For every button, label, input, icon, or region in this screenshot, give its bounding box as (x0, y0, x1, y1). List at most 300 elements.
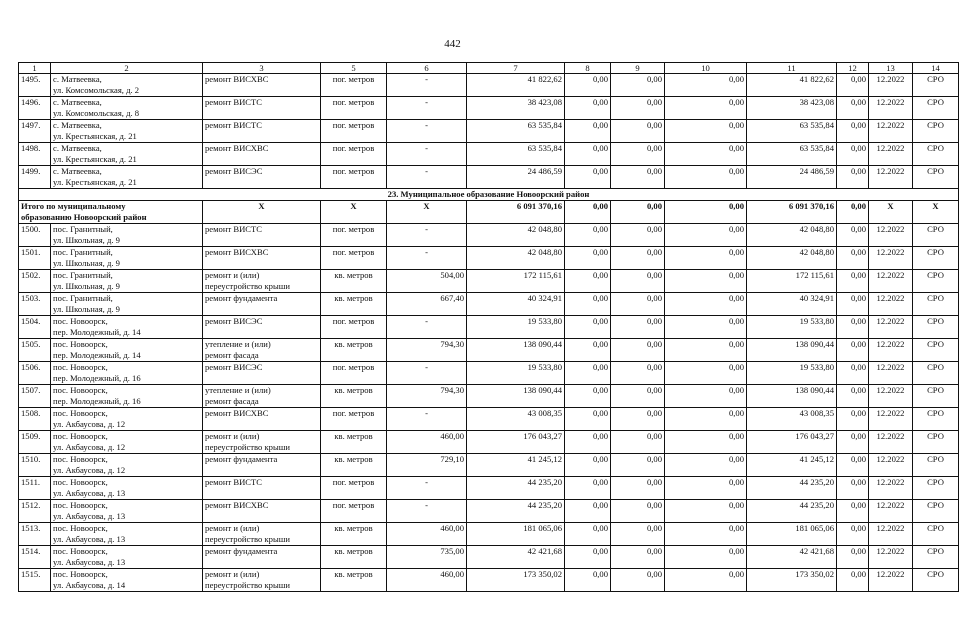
table-row (19, 431, 959, 454)
col9-cell: 0,00 (611, 74, 665, 97)
unit-cell: пог. метров (321, 143, 387, 166)
address-cell (51, 454, 203, 477)
address-cell-line1: пос. Новоорск, (53, 408, 108, 418)
address-cell (51, 477, 203, 500)
col12-cell: 0,00 (837, 224, 869, 247)
total-cost-cell: 38 423,08 (467, 97, 565, 120)
table-row (19, 247, 959, 270)
table-row (19, 120, 959, 143)
address-cell-line2: ул. Акбаусова, д. 14 (53, 580, 126, 590)
col10-cell: 0,00 (665, 74, 747, 97)
work-type-cell-line2: переустройство крыши (205, 442, 290, 452)
address-cell-line1: пос. Новоорск, (53, 546, 108, 556)
col9-cell: 0,00 (611, 362, 665, 385)
method-cell: СРО (913, 74, 959, 97)
area-cell: 460,00 (387, 431, 467, 454)
address-cell (51, 97, 203, 120)
work-type-cell-line2: переустройство крыши (205, 281, 290, 291)
total-col6: X (387, 201, 467, 224)
work-type-cell (203, 546, 321, 569)
row-number-cell: 1502. (19, 270, 51, 293)
col11-cell: 44 235,20 (747, 500, 837, 523)
col8-cell: 0,00 (565, 120, 611, 143)
total-col9: 0,00 (611, 201, 665, 224)
work-type-cell-line1: ремонт ВИСХВС (205, 143, 269, 153)
total-cost-cell: 44 235,20 (467, 477, 565, 500)
address-cell-line2: ул. Акбаусова, д. 12 (53, 442, 126, 452)
unit-cell: кв. метров (321, 293, 387, 316)
total-cost-cell: 19 533,80 (467, 316, 565, 339)
col10-cell: 0,00 (665, 120, 747, 143)
col9-cell: 0,00 (611, 97, 665, 120)
method-cell: СРО (913, 546, 959, 569)
address-cell-line1: пос. Гранитный, (53, 224, 113, 234)
work-type-cell (203, 523, 321, 546)
method-cell: СРО (913, 339, 959, 362)
method-cell: СРО (913, 408, 959, 431)
date-cell: 12.2022 (869, 431, 913, 454)
col9-cell: 0,00 (611, 293, 665, 316)
work-type-cell-line1: ремонт ВИСТС (205, 120, 263, 130)
address-cell-line2: ул. Школьная, д. 9 (53, 258, 120, 268)
column-number-cell: 8 (565, 63, 611, 74)
address-cell-line2: ул. Крестьянская, д. 21 (53, 131, 137, 141)
unit-cell: пог. метров (321, 74, 387, 97)
method-cell: СРО (913, 523, 959, 546)
col12-cell: 0,00 (837, 477, 869, 500)
column-number-cell: 14 (913, 63, 959, 74)
total-cost-cell: 176 043,27 (467, 431, 565, 454)
col8-cell: 0,00 (565, 477, 611, 500)
address-cell-line1: пос. Новоорск, (53, 431, 108, 441)
total-cost-cell: 44 235,20 (467, 500, 565, 523)
unit-cell: кв. метров (321, 270, 387, 293)
unit-cell: кв. метров (321, 546, 387, 569)
work-type-cell-line1: ремонт ВИСХВС (205, 247, 269, 257)
address-cell-line2: ул. Акбаусова, д. 13 (53, 557, 126, 567)
column-number-cell: 7 (467, 63, 565, 74)
row-number-cell: 1501. (19, 247, 51, 270)
work-type-cell-line1: ремонт ВИСЭС (205, 166, 263, 176)
area-cell: - (387, 362, 467, 385)
address-cell-line2: ул. Школьная, д. 9 (53, 304, 120, 314)
col9-cell: 0,00 (611, 270, 665, 293)
column-number-cell: 6 (387, 63, 467, 74)
address-cell-line1: пос. Новоорск, (53, 454, 108, 464)
address-cell-line2: ул. Крестьянская, д. 21 (53, 154, 137, 164)
address-cell-line2: пер. Молодежный, д. 14 (53, 350, 141, 360)
col11-cell: 42 421,68 (747, 546, 837, 569)
table-row (19, 74, 959, 97)
work-type-cell (203, 385, 321, 408)
area-cell: 735,00 (387, 546, 467, 569)
col11-cell: 63 535,84 (747, 143, 837, 166)
table-row (19, 569, 959, 592)
col10-cell: 0,00 (665, 293, 747, 316)
unit-cell: кв. метров (321, 431, 387, 454)
work-type-cell-line1: утепление и (или) (205, 385, 271, 395)
column-number-cell: 11 (747, 63, 837, 74)
col12-cell: 0,00 (837, 408, 869, 431)
total-cost-cell: 40 324,91 (467, 293, 565, 316)
address-cell-line2: ул. Акбаусова, д. 13 (53, 511, 126, 521)
unit-cell: пог. метров (321, 120, 387, 143)
area-cell: 667,40 (387, 293, 467, 316)
col9-cell: 0,00 (611, 316, 665, 339)
work-type-cell-line1: ремонт ВИСЭС (205, 362, 263, 372)
address-cell-line1: с. Матвеевка, (53, 166, 102, 176)
address-cell-line1: пос. Новоорск, (53, 477, 108, 487)
col9-cell: 0,00 (611, 120, 665, 143)
unit-cell: кв. метров (321, 523, 387, 546)
address-cell-line2: пер. Молодежный, д. 14 (53, 327, 141, 337)
area-cell: - (387, 500, 467, 523)
column-number-cell: 3 (203, 63, 321, 74)
table-row (19, 454, 959, 477)
date-cell: 12.2022 (869, 546, 913, 569)
table-row (19, 408, 959, 431)
col8-cell: 0,00 (565, 362, 611, 385)
work-type-cell-line2: ремонт фасада (205, 350, 259, 360)
row-number-cell: 1505. (19, 339, 51, 362)
table-row (19, 385, 959, 408)
col11-cell: 24 486,59 (747, 166, 837, 189)
col10-cell: 0,00 (665, 224, 747, 247)
address-cell-line1: пос. Гранитный, (53, 247, 113, 257)
work-type-cell (203, 500, 321, 523)
work-type-cell-line1: ремонт фундамента (205, 293, 278, 303)
date-cell: 12.2022 (869, 454, 913, 477)
total-col8: 0,00 (565, 201, 611, 224)
col10-cell: 0,00 (665, 270, 747, 293)
col11-cell: 19 533,80 (747, 362, 837, 385)
work-type-cell (203, 270, 321, 293)
section-header-row (19, 189, 959, 201)
col8-cell: 0,00 (565, 74, 611, 97)
area-cell: - (387, 247, 467, 270)
area-cell: - (387, 143, 467, 166)
row-number-cell: 1506. (19, 362, 51, 385)
address-cell (51, 247, 203, 270)
table-row (19, 477, 959, 500)
area-cell: 794,30 (387, 339, 467, 362)
method-cell: СРО (913, 454, 959, 477)
col9-cell: 0,00 (611, 500, 665, 523)
address-cell-line1: с. Матвеевка, (53, 143, 102, 153)
col11-cell: 172 115,61 (747, 270, 837, 293)
total-cost-cell: 173 350,02 (467, 569, 565, 592)
row-number-cell: 1498. (19, 143, 51, 166)
row-number-cell: 1497. (19, 120, 51, 143)
total-col12: 0,00 (837, 201, 869, 224)
unit-cell: кв. метров (321, 339, 387, 362)
table-row (19, 500, 959, 523)
col9-cell: 0,00 (611, 477, 665, 500)
address-cell (51, 270, 203, 293)
col8-cell: 0,00 (565, 247, 611, 270)
row-number-cell: 1504. (19, 316, 51, 339)
col12-cell: 0,00 (837, 120, 869, 143)
date-cell: 12.2022 (869, 500, 913, 523)
col10-cell: 0,00 (665, 546, 747, 569)
col10-cell: 0,00 (665, 431, 747, 454)
address-cell-line1: пос. Новоорск, (53, 339, 108, 349)
date-cell: 12.2022 (869, 143, 913, 166)
col8-cell: 0,00 (565, 569, 611, 592)
area-cell: - (387, 477, 467, 500)
col8-cell: 0,00 (565, 546, 611, 569)
work-type-cell (203, 454, 321, 477)
column-number-cell: 10 (665, 63, 747, 74)
col11-cell: 181 065,06 (747, 523, 837, 546)
work-type-cell-line1: ремонт ВИСЭС (205, 316, 263, 326)
row-number-cell: 1512. (19, 500, 51, 523)
total-cost-cell: 43 008,35 (467, 408, 565, 431)
col11-cell: 19 533,80 (747, 316, 837, 339)
address-cell-line2: ул. Акбаусова, д. 12 (53, 419, 126, 429)
table-row (19, 143, 959, 166)
col10-cell: 0,00 (665, 454, 747, 477)
total-cost-cell: 19 533,80 (467, 362, 565, 385)
work-type-cell-line1: утепление и (или) (205, 339, 271, 349)
address-cell (51, 546, 203, 569)
date-cell: 12.2022 (869, 270, 913, 293)
method-cell: СРО (913, 569, 959, 592)
address-cell-line1: пос. Новоорск, (53, 385, 108, 395)
address-cell (51, 120, 203, 143)
col12-cell: 0,00 (837, 431, 869, 454)
col8-cell: 0,00 (565, 143, 611, 166)
unit-cell: пог. метров (321, 500, 387, 523)
column-number-cell: 12 (837, 63, 869, 74)
total-cost-cell: 42 048,80 (467, 247, 565, 270)
col9-cell: 0,00 (611, 569, 665, 592)
date-cell: 12.2022 (869, 362, 913, 385)
unit-cell: пог. метров (321, 362, 387, 385)
address-cell-line1: пос. Гранитный, (53, 270, 113, 280)
total-cost-cell: 42 048,80 (467, 224, 565, 247)
total-cost-cell: 63 535,84 (467, 120, 565, 143)
address-cell-line2: ул. Комсомольская, д. 2 (53, 85, 140, 95)
unit-cell: пог. метров (321, 247, 387, 270)
work-type-cell (203, 97, 321, 120)
table-row (19, 523, 959, 546)
col12-cell: 0,00 (837, 546, 869, 569)
total-label-cell-line2: образованию Новоорский район (21, 212, 147, 222)
date-cell: 12.2022 (869, 293, 913, 316)
col12-cell: 0,00 (837, 523, 869, 546)
unit-cell: пог. метров (321, 408, 387, 431)
area-cell: 794,30 (387, 385, 467, 408)
col8-cell: 0,00 (565, 500, 611, 523)
work-type-cell (203, 143, 321, 166)
method-cell: СРО (913, 293, 959, 316)
col9-cell: 0,00 (611, 224, 665, 247)
work-type-cell-line2: переустройство крыши (205, 534, 290, 544)
address-cell-line2: ул. Школьная, д. 9 (53, 235, 120, 245)
total-cost-cell: 63 535,84 (467, 143, 565, 166)
table-row (19, 316, 959, 339)
address-cell-line2: пер. Молодежный, д. 16 (53, 373, 141, 383)
col9-cell: 0,00 (611, 143, 665, 166)
col9-cell: 0,00 (611, 166, 665, 189)
col11-cell: 44 235,20 (747, 477, 837, 500)
col10-cell: 0,00 (665, 362, 747, 385)
area-cell: 729,10 (387, 454, 467, 477)
total-cost-cell: 42 421,68 (467, 546, 565, 569)
col10-cell: 0,00 (665, 97, 747, 120)
method-cell: СРО (913, 120, 959, 143)
col11-cell: 42 048,80 (747, 247, 837, 270)
address-cell (51, 431, 203, 454)
method-cell: СРО (913, 166, 959, 189)
work-type-cell-line1: ремонт фундамента (205, 454, 278, 464)
work-type-cell (203, 293, 321, 316)
table-row (19, 224, 959, 247)
row-number-cell: 1515. (19, 569, 51, 592)
address-cell (51, 523, 203, 546)
row-number-cell: 1514. (19, 546, 51, 569)
method-cell: СРО (913, 97, 959, 120)
col11-cell: 42 048,80 (747, 224, 837, 247)
work-type-cell (203, 74, 321, 97)
total-col7: 6 091 370,16 (467, 201, 565, 224)
date-cell: 12.2022 (869, 477, 913, 500)
col8-cell: 0,00 (565, 385, 611, 408)
row-number-cell: 1510. (19, 454, 51, 477)
col11-cell: 38 423,08 (747, 97, 837, 120)
total-cost-cell: 181 065,06 (467, 523, 565, 546)
date-cell: 12.2022 (869, 385, 913, 408)
unit-cell: кв. метров (321, 569, 387, 592)
date-cell: 12.2022 (869, 166, 913, 189)
work-type-cell-line1: ремонт ВИСТС (205, 224, 263, 234)
col8-cell: 0,00 (565, 224, 611, 247)
col11-cell: 138 090,44 (747, 339, 837, 362)
col11-cell: 176 043,27 (747, 431, 837, 454)
work-type-cell (203, 247, 321, 270)
address-cell (51, 408, 203, 431)
address-cell-line2: ул. Комсомольская, д. 8 (53, 108, 140, 118)
method-cell: СРО (913, 143, 959, 166)
method-cell: СРО (913, 477, 959, 500)
column-number-cell: 9 (611, 63, 665, 74)
row-number-cell: 1507. (19, 385, 51, 408)
work-type-cell-line1: ремонт и (или) (205, 569, 260, 579)
method-cell: СРО (913, 270, 959, 293)
method-cell: СРО (913, 385, 959, 408)
column-number-cell: 2 (51, 63, 203, 74)
col10-cell: 0,00 (665, 477, 747, 500)
col9-cell: 0,00 (611, 454, 665, 477)
work-type-cell-line1: ремонт и (или) (205, 523, 260, 533)
column-number-cell: 13 (869, 63, 913, 74)
col11-cell: 63 535,84 (747, 120, 837, 143)
row-number-cell: 1509. (19, 431, 51, 454)
col8-cell: 0,00 (565, 454, 611, 477)
col12-cell: 0,00 (837, 569, 869, 592)
row-number-cell: 1495. (19, 74, 51, 97)
total-cost-cell: 138 090,44 (467, 385, 565, 408)
col9-cell: 0,00 (611, 339, 665, 362)
work-type-cell (203, 120, 321, 143)
address-cell (51, 293, 203, 316)
table-row (19, 166, 959, 189)
col8-cell: 0,00 (565, 293, 611, 316)
section-title: 23. Муниципальное образование Новоорский район (19, 189, 959, 201)
col8-cell: 0,00 (565, 408, 611, 431)
area-cell: - (387, 97, 467, 120)
work-type-cell (203, 408, 321, 431)
work-type-cell (203, 431, 321, 454)
area-cell: - (387, 166, 467, 189)
address-cell-line1: пос. Новоорск, (53, 523, 108, 533)
row-number-cell: 1513. (19, 523, 51, 546)
col11-cell: 41 822,62 (747, 74, 837, 97)
col10-cell: 0,00 (665, 385, 747, 408)
address-cell (51, 166, 203, 189)
total-col11: 6 091 370,16 (747, 201, 837, 224)
date-cell: 12.2022 (869, 74, 913, 97)
total-col5: X (321, 201, 387, 224)
page-number: 442 (444, 38, 461, 50)
col8-cell: 0,00 (565, 316, 611, 339)
row-number-cell: 1503. (19, 293, 51, 316)
address-cell-line1: пос. Новоорск, (53, 316, 108, 326)
column-number-cell: 5 (321, 63, 387, 74)
total-cost-cell: 24 486,59 (467, 166, 565, 189)
col12-cell: 0,00 (837, 97, 869, 120)
work-type-cell (203, 339, 321, 362)
column-number-row (19, 63, 959, 74)
address-cell (51, 362, 203, 385)
work-type-cell-line1: ремонт ВИСТС (205, 97, 263, 107)
col8-cell: 0,00 (565, 339, 611, 362)
total-label-cell-line1: Итого по муниципальному (21, 201, 126, 211)
work-type-cell-line2: переустройство крыши (205, 580, 290, 590)
col9-cell: 0,00 (611, 408, 665, 431)
date-cell: 12.2022 (869, 224, 913, 247)
address-cell-line1: с. Матвеевка, (53, 97, 102, 107)
table-row (19, 97, 959, 120)
col12-cell: 0,00 (837, 454, 869, 477)
address-cell-line1: пос. Новоорск, (53, 500, 108, 510)
work-type-cell (203, 166, 321, 189)
col10-cell: 0,00 (665, 569, 747, 592)
col12-cell: 0,00 (837, 166, 869, 189)
total-col3: X (203, 201, 321, 224)
area-cell: - (387, 316, 467, 339)
address-cell (51, 569, 203, 592)
work-type-cell-line1: ремонт и (или) (205, 270, 260, 280)
col10-cell: 0,00 (665, 316, 747, 339)
address-cell (51, 74, 203, 97)
method-cell: СРО (913, 500, 959, 523)
address-cell (51, 224, 203, 247)
area-cell: 504,00 (387, 270, 467, 293)
row-number-cell: 1499. (19, 166, 51, 189)
col10-cell: 0,00 (665, 166, 747, 189)
unit-cell: пог. метров (321, 316, 387, 339)
date-cell: 12.2022 (869, 408, 913, 431)
col12-cell: 0,00 (837, 362, 869, 385)
col8-cell: 0,00 (565, 166, 611, 189)
col9-cell: 0,00 (611, 385, 665, 408)
address-cell-line1: с. Матвеевка, (53, 74, 102, 84)
col12-cell: 0,00 (837, 385, 869, 408)
row-number-cell: 1500. (19, 224, 51, 247)
unit-cell: кв. метров (321, 385, 387, 408)
